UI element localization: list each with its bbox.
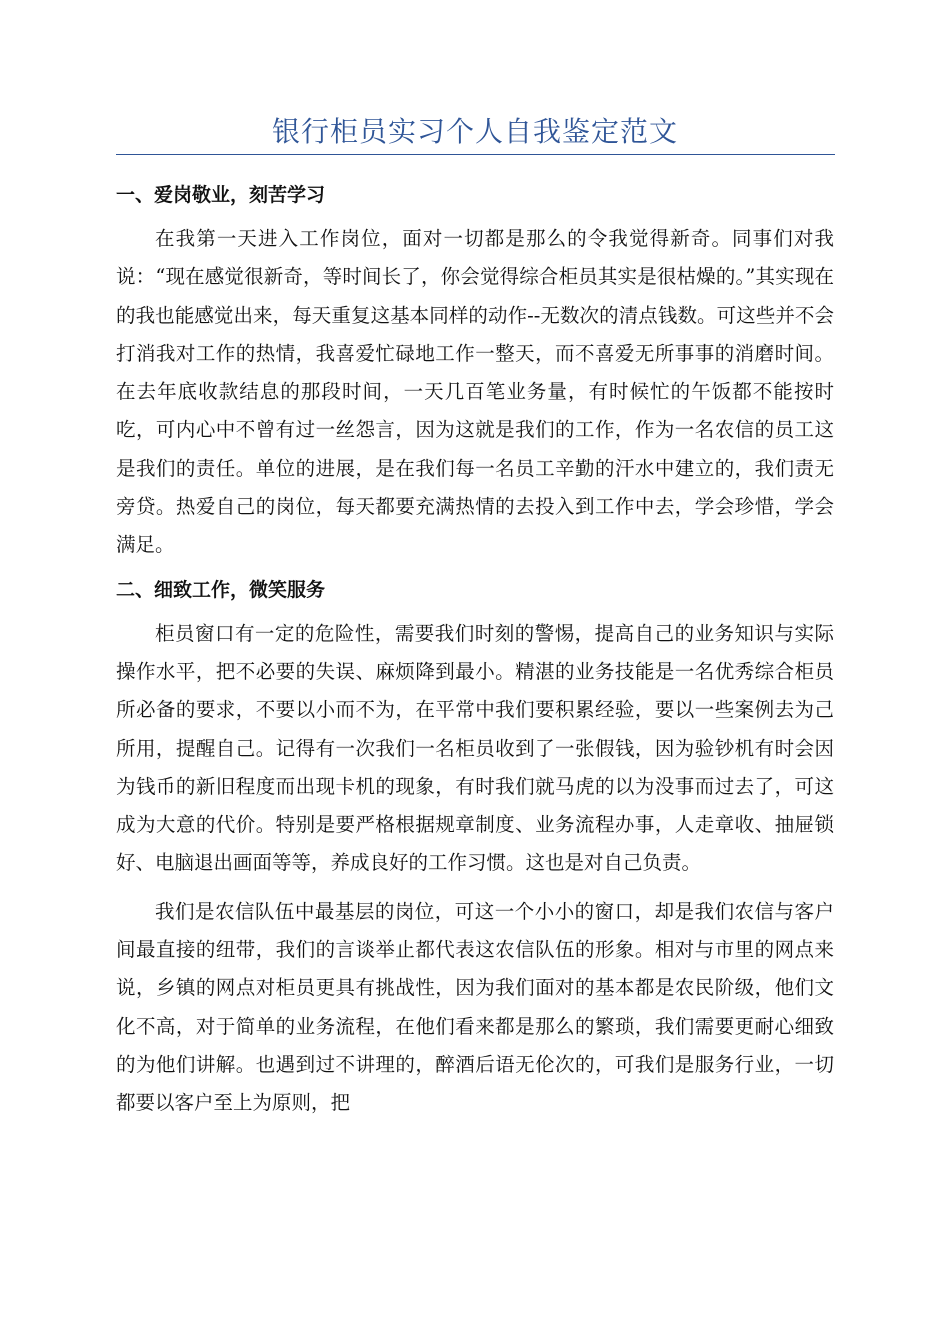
- document-title: 银行柜员实习个人自我鉴定范文: [271, 115, 678, 148]
- paragraph: 柜员窗口有一定的危险性，需要我们时刻的警惕，提高自己的业务知识与实际操作水平，把不必要的失误、麻烦降到最小。精湛的业务技能是一名优秀综合柜员所必备的要求，不要以小而不为，在平常中我们要积累经验，要以一些案例去为己所用，提醒自己。记得有一次我们一名柜员收到了一张假钱，因为验钞机有时会因为钱币的新旧程度而出现卡机的现象，有时我们就马虎的以为没事而过去了，可这成为大意的代价。特别是要严格根据规章制度、业务流程办事，人走章收、抽屉锁好、电脑退出画面等等，养成良好的工作习惯。这也是对自己负责。: [116, 621, 834, 875]
- section-2: [116, 575, 834, 1123]
- title-underline: [116, 154, 835, 155]
- paragraph: 我们是农信队伍中最基层的岗位，可这一个小小的窗口，却是我们农信与客户间最直接的纽带，我们的言谈举止都代表这农信队伍的形象。相对与市里的网点来说，乡镇的网点对柜员更具有挑战性，因为我们面对的基本都是农民阶级，他们文化不高，对于简单的业务流程，在他们看来都是那么的繁琐，我们需要更耐心细致的为他们讲解。也遇到过不讲理的，醉酒后语无伦次的，可我们是服务行业，一切都要以客户至上为原则，把: [116, 899, 834, 1115]
- section-1: [116, 180, 834, 565]
- document-body: [116, 170, 834, 1133]
- paragraph: 在我第一天进入工作岗位，面对一切都是那么的令我觉得新奇。同事们对我说：“现在感觉很新奇，等时间长了，你会觉得综合柜员其实是很枯燥的。”其实现在的我也能感觉出来，每天重复这基本同样的动作--无数次的清点钱数。可这些并不会打消我对工作的热情，我喜爱忙碌地工作一整天，而不喜爱无所事事的消磨时间。在去年底收款结息的那段时间，一天几百笔业务量，有时候忙的午饭都不能按时吃，可内心中不曾有过一丝怨言，因为这就是我们的工作，作为一名农信的员工这是我们的责任。单位的进展，是在我们每一名员工辛勤的汗水中建立的，我们责无旁贷。热爱自己的岗位，每天都要充满热情的去投入到工作中去，学会珍惜，学会满足。: [116, 227, 834, 557]
- section-heading: 一、爱岗敬业，刻苦学习: [116, 184, 326, 206]
- section-heading: 二、细致工作，微笑服务: [116, 578, 326, 601]
